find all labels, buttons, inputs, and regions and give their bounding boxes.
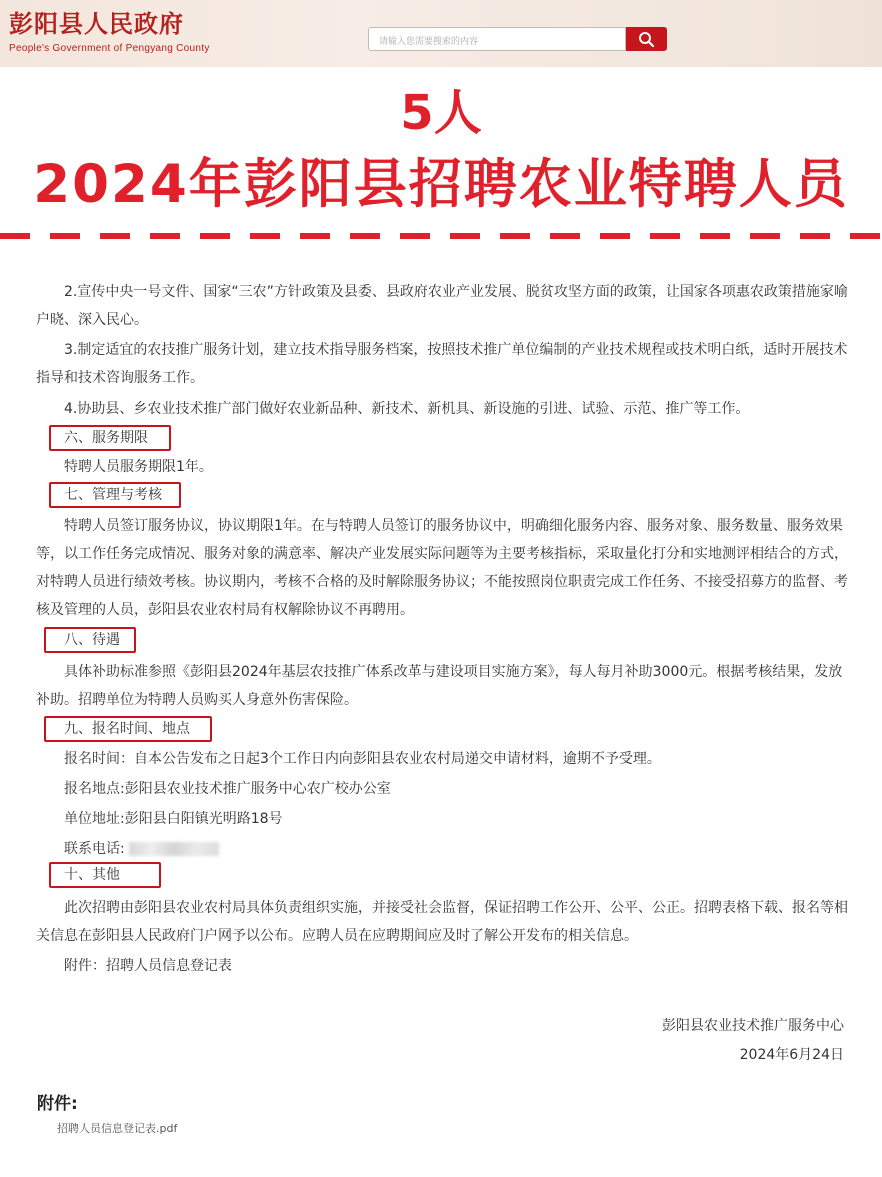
registration-place: 报名地点:彭阳县农业技术推广服务中心农广校办公室 bbox=[64, 781, 391, 797]
search-icon bbox=[638, 31, 655, 48]
other-text: 此次招聘由彭阳县农业农村局具体负责组织实施，并接受社会监督，保证招聘工作公开、公平、公正。招聘表格下载、报名等相关信息在彭阳县人民政府门户网予以公布。应聘人员在应聘期间应及时了解公开发布的相关信息。 bbox=[36, 900, 848, 944]
site-header bbox=[0, 0, 882, 67]
site-logo-en: People's Government of Pengyang County bbox=[9, 43, 210, 54]
banner-count: 5人 bbox=[400, 85, 482, 141]
section-heading-registration: 九、报名时间、地点 bbox=[64, 721, 190, 737]
site-logo-cn[interactable]: 彭阳县人民政府 bbox=[9, 9, 184, 38]
banner-title: 2024年彭阳县招聘农业特聘人员 bbox=[33, 154, 849, 215]
section-heading-management: 七、管理与考核 bbox=[64, 487, 162, 503]
management-text: 特聘人员签订服务协议，协议期限1年。在与特聘人员签订的服务协议中，明确细化服务内容、服务对象、服务数量、服务效果等，以工作任务完成情况、服务对象的满意率、解决产业发展实际问题等为主要考核指标，采取量化打分和实地测评相结合的方式，对特聘人员进行绩效考核。协议期内，考核不合格的及时解除服务协议；不能按照岗位职责完成工作任务、不接受招募方的监督、考核及管理的人员，彭阳县农业农村局有权解除协议不再聘用。 bbox=[36, 518, 848, 618]
unit-address: 单位地址:彭阳县白阳镇光明路18号 bbox=[64, 811, 283, 827]
attachment-file-link[interactable]: 招聘人员信息登记表.pdf bbox=[57, 1122, 178, 1135]
dashed-divider bbox=[0, 233, 882, 239]
section-heading-other: 十、其他 bbox=[64, 867, 120, 883]
signature-org: 彭阳县农业技术推广服务中心 bbox=[662, 1018, 844, 1034]
benefits-text: 具体补助标准参照《彭阳县2024年基层农技推广体系改革与建设项目实施方案》，每人每月补助3000元。根据考核结果，发放补助。招聘单位为特聘人员购买人身意外伤害保险。 bbox=[36, 664, 843, 708]
search-input[interactable]: 请输入您需要搜索的内容 bbox=[368, 27, 626, 51]
attachments-heading: 附件: bbox=[37, 1094, 78, 1114]
signature-date: 2024年6月24日 bbox=[739, 1047, 844, 1063]
duty-item-4: 4.协助县、乡农业技术推广部门做好农业新品种、新技术、新机具、新设施的引进、试验、示范、推广等工作。 bbox=[64, 401, 750, 417]
duty-item-3: 3.制定适宜的农技推广服务计划，建立技术指导服务档案，按照技术推广单位编制的产业技术规程或技术明白纸，适时开展技术指导和技术咨询服务工作。 bbox=[36, 342, 848, 386]
duty-item-2: 2.宣传中央一号文件、国家“三农”方针政策及县委、县政府农业产业发展、脱贫攻坚方面的政策，让国家各项惠农政策措施家喻户晓、深入民心。 bbox=[36, 284, 848, 328]
search-button[interactable] bbox=[626, 27, 667, 51]
section-heading-benefits: 八、待遇 bbox=[64, 632, 120, 648]
contact-phone bbox=[64, 835, 219, 863]
phone-redacted bbox=[129, 842, 219, 856]
section-heading-service-term: 六、服务期限 bbox=[64, 430, 148, 446]
attachment-note: 附件：招聘人员信息登记表 bbox=[64, 958, 232, 974]
contact-phone-label: 联系电话: bbox=[64, 841, 125, 857]
registration-time: 报名时间：自本公告发布之日起3个工作日内向彭阳县农业农村局递交申请材料，逾期不予受理。 bbox=[64, 751, 661, 767]
service-term-text: 特聘人员服务期限1年。 bbox=[64, 459, 213, 475]
